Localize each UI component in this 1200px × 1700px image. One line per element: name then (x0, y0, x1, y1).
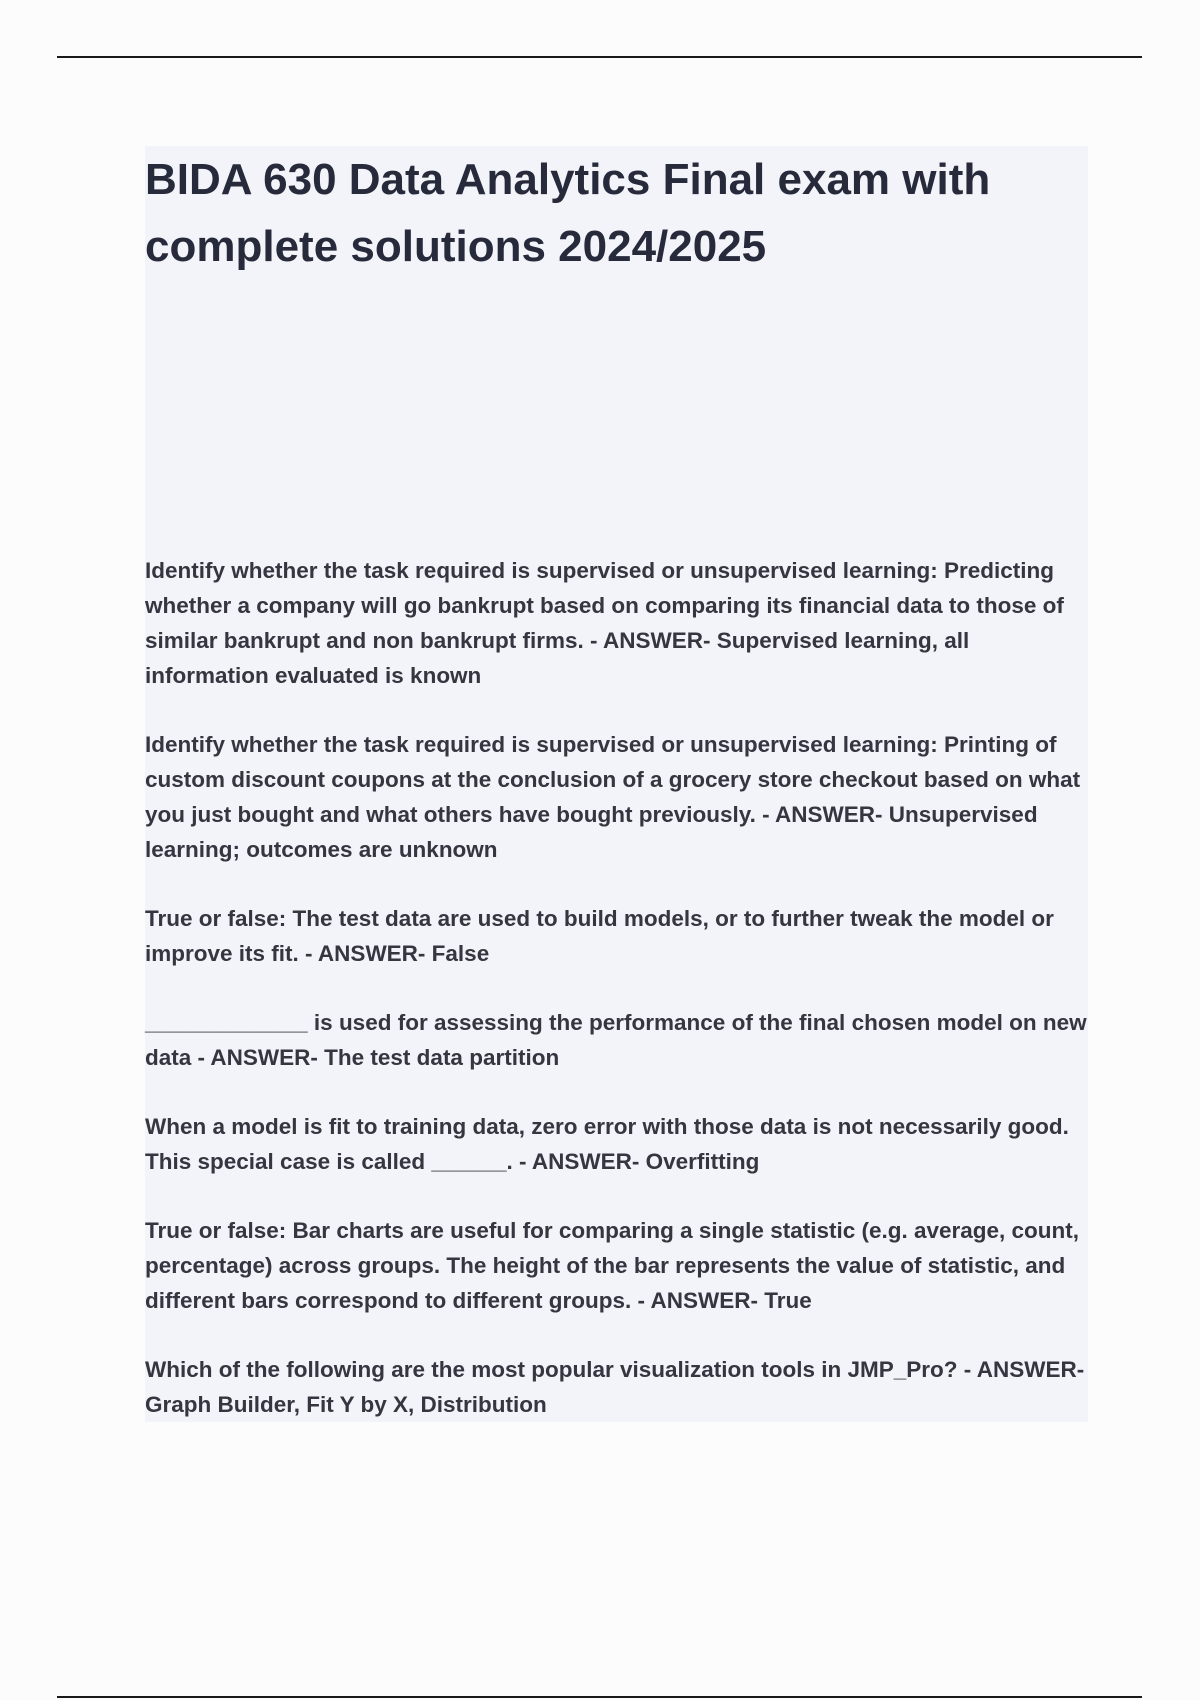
qa-item: Identify whether the task required is supervised or unsupervised learning: Predicting whether a company will go bankrupt based on comparing its financial data to those of similar bankrupt and non bankrupt firms. - ANSWER- Supervised learning, all information evaluated is known (145, 558, 1064, 688)
qa-item: Which of the following are the most popular visualization tools in JMP_Pro? - ANSWER- Graph Builder, Fit Y by X, Distribution (145, 1357, 1085, 1417)
document-title: BIDA 630 Data Analytics Final exam with complete solutions 2024/2025 (145, 155, 991, 271)
qa-list (145, 553, 1088, 1456)
qa-item: True or false: The test data are used to build models, or to further tweak the model or improve its fit. - ANSWER- False (145, 906, 1054, 966)
qa-item: When a model is fit to training data, zero error with those data is not necessarily good. This special case is called ______. - ANSWER- Overfitting (145, 1114, 1069, 1174)
qa-item: True or false: Bar charts are useful for comparing a single statistic (e.g. average, count, percentage) across groups. The height of the bar represents the value of statistic, and different bars correspond to different groups. - ANSWER- True (145, 1218, 1080, 1313)
qa-item: Identify whether the task required is supervised or unsupervised learning: Printing of custom discount coupons at the conclusion of a grocery store checkout based on what you just bought and what others have bought previously. - ANSWER- Unsupervised learning; outcomes are unknown (145, 732, 1081, 862)
top-rule (57, 56, 1142, 58)
bottom-rule (57, 1696, 1142, 1698)
document-content (145, 146, 1088, 1422)
qa-item: _____________ is used for assessing the performance of the final chosen model on new data - ANSWER- The test data partition (145, 1010, 1087, 1070)
